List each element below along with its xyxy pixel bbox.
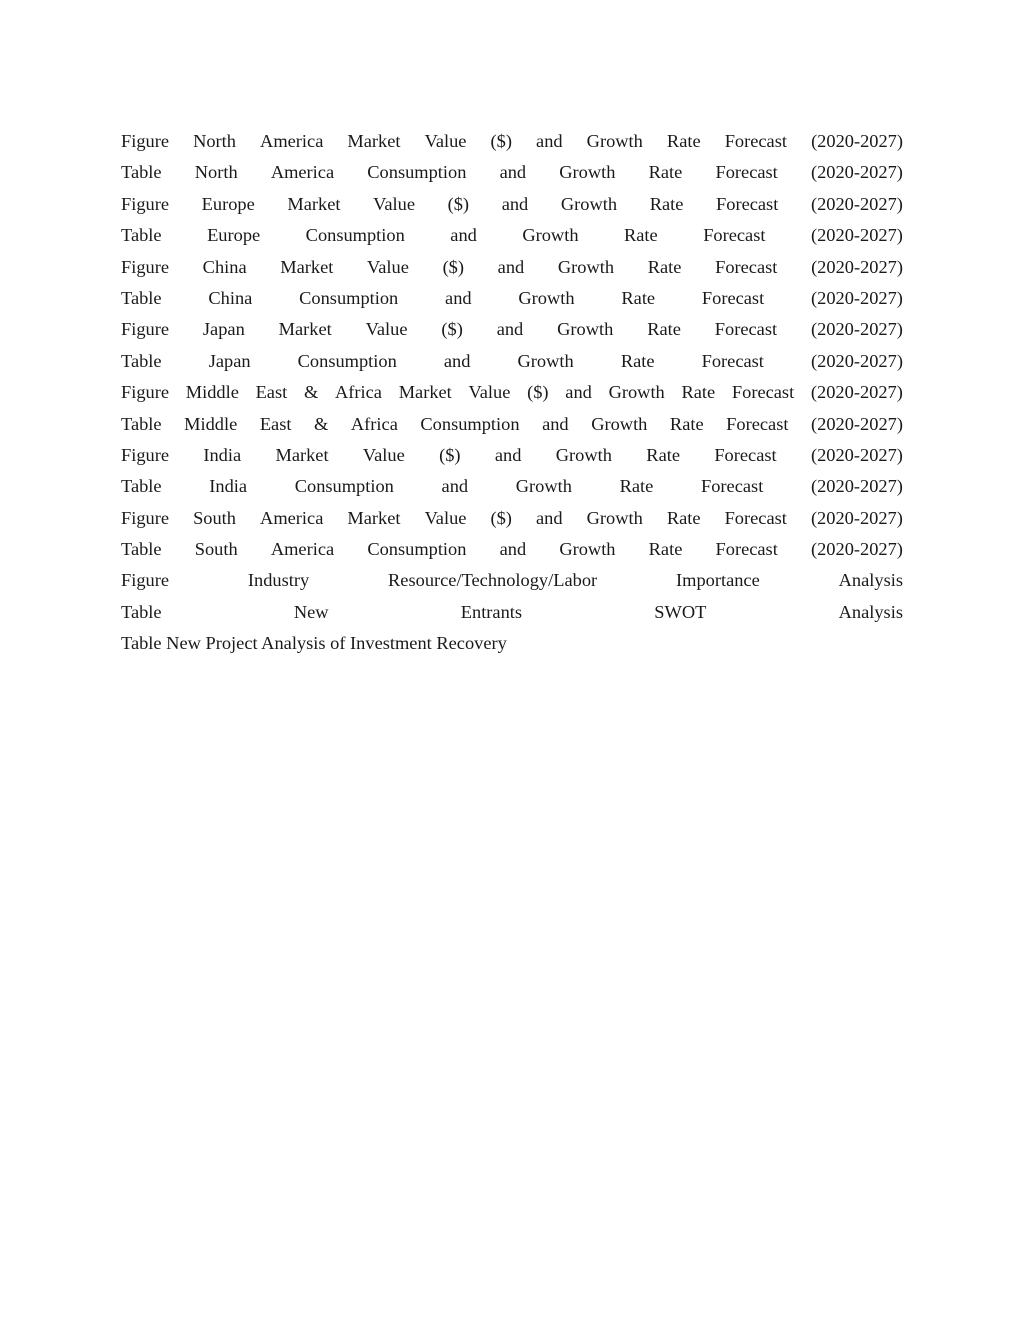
line-word: Europe [201, 193, 255, 214]
document-line [121, 157, 903, 188]
line-word: Table [121, 476, 162, 497]
line-word: (2020-2027) [810, 193, 903, 214]
document-line [121, 597, 903, 628]
document-line [121, 534, 903, 565]
line-word: America [260, 507, 324, 528]
line-word: Consumption [367, 539, 467, 560]
line-word: Forecast [731, 382, 795, 403]
line-word: Value [373, 193, 415, 214]
line-word: Rate [624, 225, 658, 246]
line-word: and [501, 193, 529, 214]
line-word: SWOT [654, 601, 707, 622]
line-word: Forecast [715, 256, 778, 277]
line-word: Africa [350, 413, 398, 434]
line-word: Rate [620, 350, 655, 371]
line-word: Market [398, 382, 452, 403]
line-word: Table [121, 225, 162, 246]
line-word: (2020-2027) [810, 319, 903, 340]
line-word: Value [424, 507, 467, 528]
line-word: Figure [121, 444, 170, 465]
line-word: South [194, 539, 238, 560]
line-word: Growth [557, 256, 615, 277]
line-word: China [208, 287, 253, 308]
line-word: ($) [441, 319, 463, 340]
line-word: Growth [515, 476, 572, 497]
document-line [121, 189, 903, 220]
document-line [121, 377, 903, 408]
line-word: North [193, 131, 236, 151]
line-word: Value [424, 131, 467, 151]
line-word: Forecast [726, 413, 789, 434]
line-word: Table [121, 601, 162, 622]
line-word: and [536, 131, 563, 151]
line-word: (2020-2027) [811, 256, 903, 277]
line-word: East [255, 382, 288, 403]
line-word: Market [278, 319, 332, 340]
line-word: ($) [442, 256, 465, 277]
line-word: Market [275, 444, 329, 465]
line-word: Value [362, 444, 405, 465]
line-word: East [259, 413, 292, 434]
line-word: ($) [439, 444, 461, 465]
line-word: America [270, 162, 335, 183]
document-line [121, 314, 903, 345]
line-word: South [193, 507, 236, 528]
line-word: Growth [591, 413, 648, 434]
document-line [121, 220, 903, 251]
line-word: Table [121, 287, 162, 308]
line-word: (2020-2027) [810, 382, 903, 403]
line-word: Growth [522, 225, 579, 246]
line-word: Growth [557, 319, 614, 340]
line-word: Industry [247, 570, 310, 591]
line-word: Rate [648, 539, 683, 560]
line-word: Growth [608, 382, 665, 403]
line-word: Rate [666, 131, 701, 151]
line-word: Table [121, 162, 162, 183]
line-word: Growth [586, 131, 643, 151]
line-word: Consumption [367, 162, 467, 183]
line-word: Figure [121, 319, 170, 340]
line-word: Importance [676, 570, 760, 591]
line-word: Growth [555, 444, 612, 465]
line-word: Consumption [420, 413, 520, 434]
line-word: Consumption [299, 287, 399, 308]
line-word: Forecast [724, 507, 787, 528]
line-word: and [443, 350, 471, 371]
line-word: Forecast [714, 444, 777, 465]
document-line [121, 565, 903, 596]
line-word: Forecast [701, 350, 764, 371]
line-word: Figure [121, 570, 170, 591]
line-word: Figure [121, 256, 170, 277]
line-word: Growth [586, 507, 643, 528]
line-word: ($) [527, 382, 549, 403]
line-word: (2020-2027) [810, 444, 903, 465]
line-word: India [209, 476, 248, 497]
line-word: (2020-2027) [810, 507, 903, 528]
line-word: ($) [490, 131, 512, 151]
document-line [121, 440, 903, 471]
line-word: Value [367, 256, 409, 277]
line-word: & [314, 413, 329, 434]
line-word: Table [121, 539, 162, 560]
line-word: Rate [649, 193, 684, 214]
line-word: Value [468, 382, 511, 403]
line-word: Consumption [294, 476, 394, 497]
line-word: (2020-2027) [811, 413, 903, 434]
line-word: Growth [559, 162, 616, 183]
line-word: (2020-2027) [810, 225, 903, 246]
line-word: and [441, 476, 469, 497]
line-word: Growth [518, 287, 575, 308]
line-word: and [535, 507, 563, 528]
line-word: Figure [121, 193, 170, 214]
line-word: Forecast [716, 193, 779, 214]
line-word: Value [365, 319, 408, 340]
document-line [121, 409, 903, 440]
line-word: Figure [121, 507, 170, 528]
line-word: (2020-2027) [811, 287, 903, 308]
line-word: Rate [647, 256, 682, 277]
list-of-figures-and-tables [121, 126, 903, 660]
line-word: Forecast [724, 131, 787, 151]
line-word: (2020-2027) [811, 131, 903, 151]
line-word: ($) [490, 507, 512, 528]
document-line [121, 346, 903, 377]
line-word: Table [121, 350, 162, 371]
line-word: Market [347, 131, 401, 151]
document-line [121, 471, 903, 502]
line-word: Growth [559, 539, 616, 560]
line-word: America [270, 539, 335, 560]
line-word: Japan [208, 350, 251, 371]
line-word: Rate [647, 319, 681, 340]
line-word: China [202, 256, 247, 277]
line-word: Forecast [714, 319, 778, 340]
line-word: Table [121, 413, 162, 434]
line-word: ($) [447, 193, 470, 214]
line-word: Rate [669, 413, 704, 434]
line-word: Forecast [715, 539, 778, 560]
line-word: and [496, 319, 524, 340]
line-word: Europe [207, 225, 261, 246]
document-line [121, 252, 903, 283]
line-word: Rate [619, 476, 654, 497]
line-word: Growth [517, 350, 574, 371]
line-word: North [194, 162, 238, 183]
line-word: and [450, 225, 477, 246]
line-word: and [499, 162, 527, 183]
line-word: America [260, 131, 324, 151]
line-word: Entrants [460, 601, 523, 622]
line-word: Forecast [715, 162, 778, 183]
line-word: Consumption [297, 350, 397, 371]
line-word: and [565, 382, 592, 403]
line-word: Rate [646, 444, 680, 465]
line-word: Consumption [305, 225, 405, 246]
line-word: Rate [648, 162, 683, 183]
line-word: Growth [560, 193, 618, 214]
line-word: Market [287, 193, 341, 214]
line-word: Africa [335, 382, 382, 403]
line-word: Middle [185, 382, 239, 403]
line-word: Middle [184, 413, 238, 434]
line-word: and [497, 256, 525, 277]
document-line [121, 503, 903, 534]
line-word: & [303, 382, 319, 403]
document-line [121, 283, 903, 314]
line-word: and [499, 539, 527, 560]
line-word: India [203, 444, 242, 465]
line-word: and [445, 287, 472, 308]
line-word: (2020-2027) [811, 350, 903, 371]
line-word: Figure [121, 131, 170, 151]
line-word: Forecast [701, 476, 764, 497]
line-word: Analysis [838, 570, 903, 591]
line-word: Figure [121, 382, 170, 403]
line-word: Forecast [701, 287, 765, 308]
line-word: Rate [666, 507, 701, 528]
line-word: and [494, 444, 522, 465]
line-word: Market [347, 507, 401, 528]
document-line: Table New Project Analysis of Investment Recovery [121, 633, 507, 654]
line-word: (2020-2027) [810, 162, 903, 183]
document-line [121, 126, 903, 157]
line-word: Market [280, 256, 334, 277]
line-word: Forecast [703, 225, 766, 246]
line-word: (2020-2027) [810, 539, 903, 560]
line-word: Resource/Technology/Labor [388, 570, 598, 591]
line-word: Rate [681, 382, 716, 403]
line-word: Rate [621, 287, 656, 308]
line-word: New [293, 601, 329, 622]
line-word: Japan [202, 319, 245, 340]
line-word: and [542, 413, 569, 434]
line-word: Analysis [838, 601, 903, 622]
line-word: (2020-2027) [810, 476, 903, 497]
